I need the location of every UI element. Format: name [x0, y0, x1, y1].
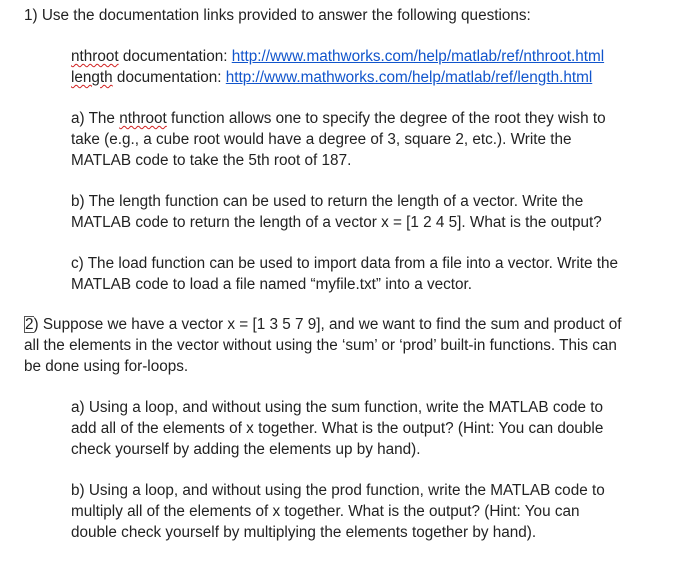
documentation-links — [71, 46, 604, 88]
length-doc-link[interactable]: http://www.mathworks.com/help/matlab/ref/length.html — [225, 69, 593, 86]
length-doc-line: length documentation: http://www.mathworks.com/help/matlab/ref/length.html — [71, 69, 593, 86]
question-1b: b) The length function can be used to return the length of a vector. Write the MATLAB code to return the length of a vector x = [1 2 4 5]. What is the output? — [71, 193, 602, 231]
nthroot-doc-link[interactable]: http://www.mathworks.com/help/matlab/ref/nthroot.html — [231, 48, 605, 65]
question-2a: a) Using a loop, and without using the sum function, write the MATLAB code to add all of the elements of x together. What is the output? (Hint: You can double check yourself by adding the elements up by hand). — [71, 399, 604, 458]
question-2: 2) Suppose we have a vector x = [1 3 5 7 9], and we want to find the sum and product of all the elements in the vector without using the ‘sum’ or ‘prod’ built-in functions. This can be done using for-loops. — [24, 316, 622, 375]
nthroot-word: nthroot — [71, 48, 119, 65]
question-1-heading: 1) Use the documentation links provided to answer the following questions: — [24, 7, 531, 24]
text-cursor-box: 2 — [25, 316, 34, 333]
nthroot-doc-line: nthroot documentation: http://www.mathworks.com/help/matlab/ref/nthroot.html — [71, 48, 605, 65]
nthroot-word: nthroot — [119, 110, 167, 127]
length-word: length — [71, 69, 113, 86]
question-1a: a) The nthroot function allows one to specify the degree of the root they wish to take (e.g., a cube root would have a degree of 3, square 2, etc.). Write the MATLAB code to take the 5th root of 187. — [71, 110, 606, 169]
question-1c: c) The load function can be used to import data from a file into a vector. Write the MATLAB code to load a file named “myfile.txt” into a vector. — [71, 255, 619, 293]
question-2b: b) Using a loop, and without using the prod function, write the MATLAB code to multiply all of the elements of x together. What is the output? (Hint: You can double check yourself by multiplying the elements together by hand). — [71, 482, 605, 541]
